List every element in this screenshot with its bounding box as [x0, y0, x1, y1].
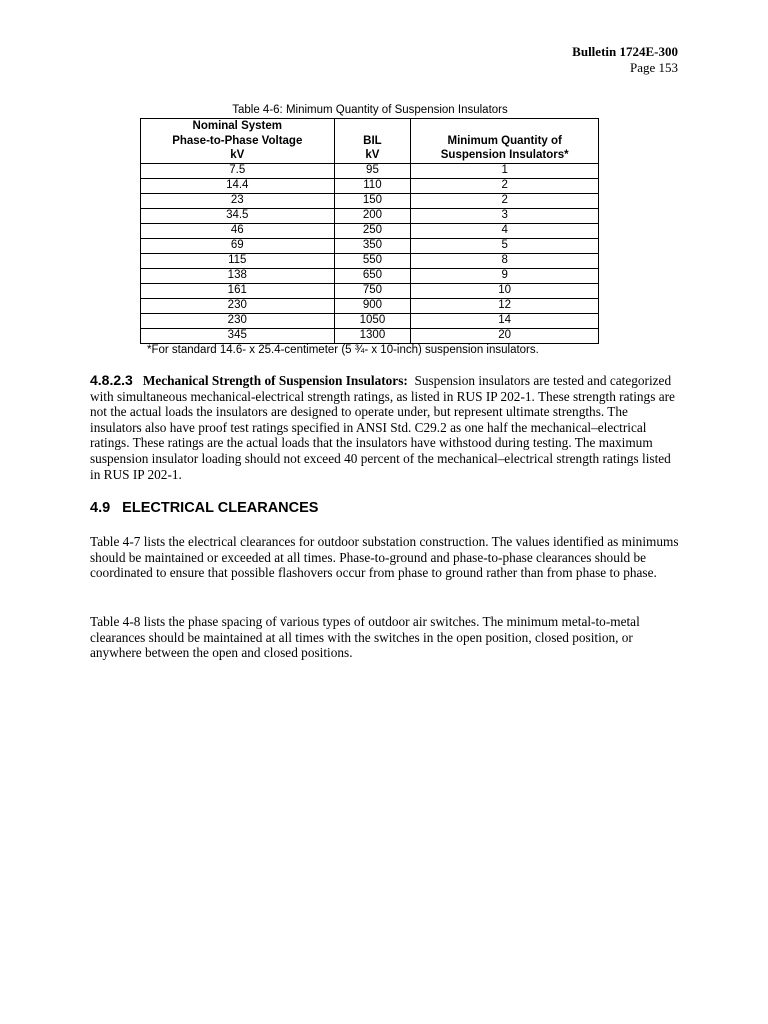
- header-bil-line: kV: [365, 149, 380, 161]
- cell-quantity: 20: [411, 328, 599, 343]
- insulator-table: [140, 118, 599, 344]
- cell-quantity: 8: [411, 253, 599, 268]
- table-row: [141, 223, 599, 238]
- cell-bil: 200: [334, 208, 411, 223]
- cell-voltage: 23: [141, 193, 335, 208]
- cell-bil: 900: [334, 298, 411, 313]
- paragraph-switch-spacing: Table 4-8 lists the phase spacing of various types of outdoor air switches. The minimum metal-to-metal clearances should be maintained at all times with the switches in the open position, closed position, or anywhere between the open and closed positions.: [90, 614, 640, 661]
- table-row: [141, 328, 599, 343]
- section-title: Mechanical Strength of Suspension Insulators:: [142, 373, 408, 388]
- cell-voltage: 230: [141, 298, 335, 313]
- cell-voltage: 69: [141, 238, 335, 253]
- cell-quantity: 1: [411, 163, 599, 178]
- header-quantity: [411, 119, 599, 164]
- table-row: [141, 298, 599, 313]
- header-bil: [334, 119, 411, 164]
- cell-bil: 150: [334, 193, 411, 208]
- cell-bil: 750: [334, 283, 411, 298]
- cell-bil: 550: [334, 253, 411, 268]
- table-row: [141, 193, 599, 208]
- cell-quantity: 4: [411, 223, 599, 238]
- cell-quantity: 12: [411, 298, 599, 313]
- cell-quantity: 14: [411, 313, 599, 328]
- table-row: [141, 253, 599, 268]
- bulletin-number: Bulletin 1724E-300: [572, 44, 678, 59]
- cell-bil: 250: [334, 223, 411, 238]
- section-heading-number: 4.9: [90, 500, 111, 516]
- cell-voltage: 345: [141, 328, 335, 343]
- cell-voltage: 161: [141, 283, 335, 298]
- header-voltage-line: Phase-to-Phase Voltage: [172, 134, 303, 147]
- cell-quantity: 3: [411, 208, 599, 223]
- cell-voltage: 34.5: [141, 208, 335, 223]
- cell-voltage: 138: [141, 268, 335, 283]
- header-bil-line: BIL: [363, 134, 382, 147]
- cell-quantity: 10: [411, 283, 599, 298]
- cell-voltage: 14.4: [141, 178, 335, 193]
- paragraph-mechanical-strength: [90, 373, 680, 482]
- cell-bil: 110: [334, 178, 411, 193]
- table-row: [141, 208, 599, 223]
- page-header: [572, 44, 678, 76]
- cell-bil: 95: [334, 163, 411, 178]
- cell-bil: 650: [334, 268, 411, 283]
- cell-voltage: 7.5: [141, 163, 335, 178]
- cell-voltage: 115: [141, 253, 335, 268]
- cell-bil: 1300: [334, 328, 411, 343]
- header-quantity-line: Minimum Quantity of: [447, 134, 562, 147]
- table-row: [141, 313, 599, 328]
- cell-quantity: 2: [411, 178, 599, 193]
- header-voltage-line: kV: [230, 149, 245, 161]
- table-row: [141, 268, 599, 283]
- paragraph-clearances: Table 4-7 lists the electrical clearances for outdoor substation construction. The values identified as minimums should be maintained or exceeded at all times. Phase-to-ground and phase-to-phase clearances should be coordinated to ensure that possible flashovers occur from phase to ground rather than from phase to phase.: [90, 534, 679, 581]
- cell-voltage: 230: [141, 313, 335, 328]
- table-header-row: [141, 119, 599, 164]
- section-number: 4.8.2.3: [90, 372, 133, 388]
- section-body-text: Suspension insulators are tested and categorized with simultaneous mechanical-electrical strength ratings, as listed in RUS IP 202-1. These strength ratings are not the actual loads the insulators are designed to operate under, but represent ultimate strengths. The insulators also have proof test ratings specified in ANSI Std. C29.2 as one half the mechanical–electrical ratings. These ratings are the actual loads that the insulators have withstood during testing. The maximum suspension insulator loading should not exceed 40 percent of the mechanical–electrical strength ratings listed in RUS IP 202-1.: [90, 373, 675, 482]
- cell-voltage: 46: [141, 223, 335, 238]
- section-heading: [90, 500, 318, 516]
- header-voltage-line: Nominal System: [192, 120, 282, 132]
- page-number: Page 153: [629, 60, 678, 75]
- section-heading-title: ELECTRICAL CLEARANCES: [122, 500, 319, 516]
- cell-quantity: 2: [411, 193, 599, 208]
- table-caption: Table 4-6: Minimum Quantity of Suspension Insulators: [232, 104, 508, 116]
- cell-quantity: 9: [411, 268, 599, 283]
- table-row: [141, 283, 599, 298]
- cell-bil: 350: [334, 238, 411, 253]
- table-row: [141, 163, 599, 178]
- header-voltage: [141, 119, 335, 164]
- cell-quantity: 5: [411, 238, 599, 253]
- cell-bil: 1050: [334, 313, 411, 328]
- header-quantity-line: Suspension Insulators*: [440, 149, 569, 161]
- table-row: [141, 178, 599, 193]
- table-footnote: *For standard 14.6- x 25.4-centimeter (5 ¾- x 10-inch) suspension insulators.: [147, 344, 539, 356]
- table-row: [141, 238, 599, 253]
